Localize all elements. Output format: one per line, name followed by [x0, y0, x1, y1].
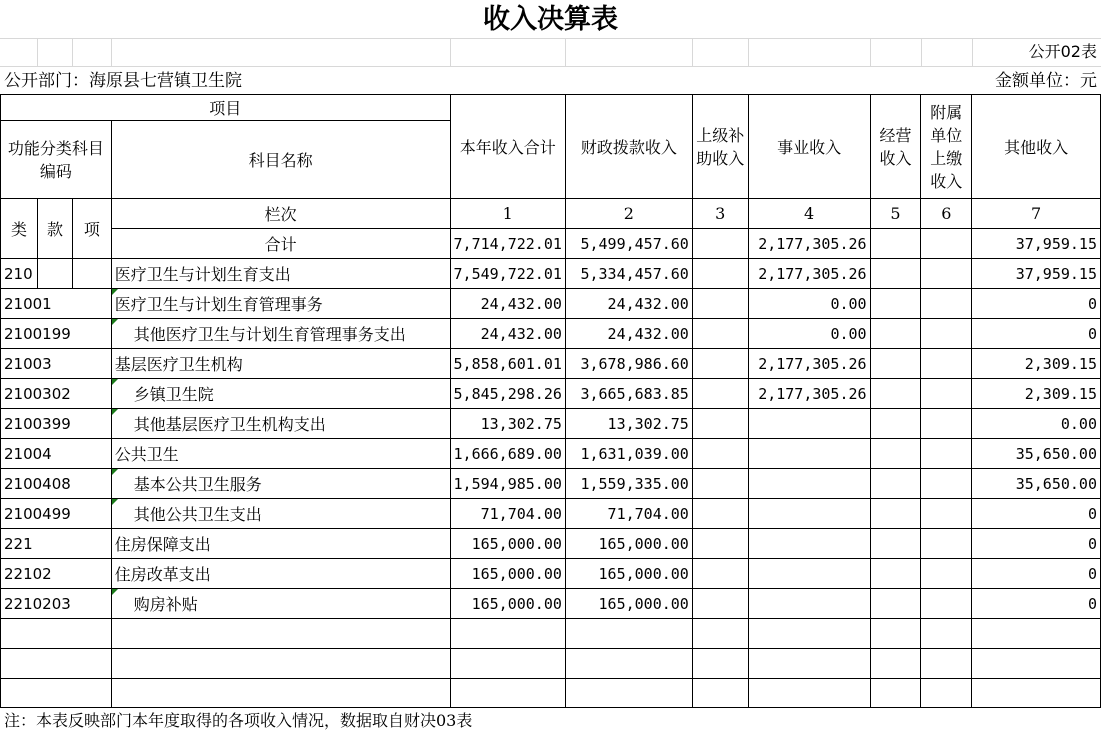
spreadsheet-gridlines [0, 38, 1101, 66]
row-code: 2100499 [1, 499, 112, 529]
row-operating [870, 499, 921, 529]
table-row [1, 499, 1101, 529]
row-business [748, 559, 870, 589]
row-other: 0 [972, 319, 1101, 349]
row-fiscal: 5,334,457.60 [565, 259, 692, 289]
row-name: 住房保障支出 [111, 529, 450, 559]
header-total-income: 本年收入合计 [450, 95, 565, 199]
row-code: 21004 [1, 439, 112, 469]
row-fiscal: 1,631,039.00 [565, 439, 692, 469]
row-fiscal: 71,704.00 [565, 499, 692, 529]
row-fiscal: 13,302.75 [565, 409, 692, 439]
row-name: 乡镇卫生院 [111, 379, 450, 409]
header-business-income: 事业收入 [748, 95, 870, 199]
row-affiliated [921, 499, 972, 529]
header-affiliated-income: 附属单位上缴收入 [921, 95, 972, 199]
row-name: 其他公共卫生支出 [111, 499, 450, 529]
row-code: 22102 [1, 559, 112, 589]
row-total: 165,000.00 [450, 529, 565, 559]
row-name: 基本公共卫生服务 [111, 469, 450, 499]
report-title: 收入决算表 [483, 4, 618, 35]
row-upper [692, 259, 748, 289]
row-fiscal: 3,665,683.85 [565, 379, 692, 409]
row-name: 医疗卫生与计划生育支出 [111, 259, 450, 289]
table-row [1, 289, 1101, 319]
header-lei: 类 [1, 199, 38, 259]
income-table [0, 94, 1101, 708]
row-operating [870, 259, 921, 289]
row-business [748, 439, 870, 469]
row-code: 210 [1, 259, 38, 289]
row-other: 0 [972, 559, 1101, 589]
col-no-5: 5 [870, 199, 921, 229]
row-fiscal: 165,000.00 [565, 559, 692, 589]
row-code: 2100408 [1, 469, 112, 499]
row-total: 7,714,722.01 [450, 229, 565, 259]
col-no-6: 6 [921, 199, 972, 229]
row-name: 购房补贴 [111, 589, 450, 619]
row-affiliated [921, 349, 972, 379]
row-operating [870, 439, 921, 469]
row-upper [692, 559, 748, 589]
row-code: 2100302 [1, 379, 112, 409]
row-operating [870, 529, 921, 559]
row-code: 2210203 [1, 589, 112, 619]
row-affiliated [921, 559, 972, 589]
col-no-2: 2 [565, 199, 692, 229]
header-project: 项目 [1, 95, 451, 121]
col-no-7: 7 [972, 199, 1101, 229]
row-fiscal: 24,432.00 [565, 289, 692, 319]
row-other: 35,650.00 [972, 439, 1101, 469]
row-business [748, 469, 870, 499]
row-name: 其他基层医疗卫生机构支出 [111, 409, 450, 439]
table-row [1, 379, 1101, 409]
row-other: 2,309.15 [972, 379, 1101, 409]
table-row [1, 529, 1101, 559]
form-code: 公开02表 [1028, 42, 1097, 61]
row-upper [692, 289, 748, 319]
row-upper [692, 379, 748, 409]
table-row [1, 439, 1101, 469]
header-xiang: 项 [72, 199, 111, 259]
row-name: 医疗卫生与计划生育管理事务 [111, 289, 450, 319]
col-no-4: 4 [748, 199, 870, 229]
footnote: 注：本表反映部门本年度取得的各项收入情况，数据取自财决03表 [4, 711, 473, 730]
header-subject-name: 科目名称 [111, 121, 450, 199]
row-other: 0.00 [972, 409, 1101, 439]
header-upper-subsidy: 上级补助收入 [692, 95, 748, 199]
row-operating [870, 319, 921, 349]
row-business: 2,177,305.26 [748, 379, 870, 409]
row-affiliated [921, 439, 972, 469]
row-business [748, 529, 870, 559]
table-row [1, 349, 1101, 379]
row-other: 37,959.15 [972, 259, 1101, 289]
row-operating [870, 289, 921, 319]
row-total: 7,549,722.01 [450, 259, 565, 289]
row-total: 71,704.00 [450, 499, 565, 529]
row-other: 0 [972, 289, 1101, 319]
row-business [748, 589, 870, 619]
row-fiscal: 3,678,986.60 [565, 349, 692, 379]
row-upper [692, 439, 748, 469]
empty-row [1, 679, 1101, 708]
row-business: 2,177,305.26 [748, 259, 870, 289]
row-other: 0 [972, 499, 1101, 529]
row-upper [692, 469, 748, 499]
row-operating [870, 589, 921, 619]
row-other: 0 [972, 589, 1101, 619]
row-total: 13,302.75 [450, 409, 565, 439]
row-affiliated [921, 319, 972, 349]
amount-unit-label: 金额单位：元 [995, 71, 1097, 91]
row-operating [870, 379, 921, 409]
row-code: 2100399 [1, 409, 112, 439]
row-fiscal: 24,432.00 [565, 319, 692, 349]
row-business [748, 409, 870, 439]
row-affiliated [921, 589, 972, 619]
row-other: 2,309.15 [972, 349, 1101, 379]
header-function-code: 功能分类科目编码 [1, 121, 112, 199]
row-total: 165,000.00 [450, 559, 565, 589]
row-total: 1,666,689.00 [450, 439, 565, 469]
row-other: 0 [972, 529, 1101, 559]
row-upper [692, 319, 748, 349]
row-operating [870, 559, 921, 589]
row-name: 合计 [111, 229, 450, 259]
table-row [1, 259, 1101, 289]
row-operating [870, 349, 921, 379]
row-affiliated [921, 409, 972, 439]
header-fiscal-income: 财政拨款收入 [565, 95, 692, 199]
row-total: 24,432.00 [450, 319, 565, 349]
row-business: 2,177,305.26 [748, 349, 870, 379]
row-fiscal: 1,559,335.00 [565, 469, 692, 499]
row-total: 5,858,601.01 [450, 349, 565, 379]
row-other: 37,959.15 [972, 229, 1101, 259]
header-operating-income: 经营收入 [870, 95, 921, 199]
header-column-no: 栏次 [111, 199, 450, 229]
row-affiliated [921, 229, 972, 259]
row-name: 住房改革支出 [111, 559, 450, 589]
row-upper [692, 499, 748, 529]
row-upper [692, 529, 748, 559]
row-affiliated [921, 289, 972, 319]
row-affiliated [921, 469, 972, 499]
row-other: 35,650.00 [972, 469, 1101, 499]
row-operating [870, 229, 921, 259]
row-total: 165,000.00 [450, 589, 565, 619]
department-label: 公开部门：海原县七营镇卫生院 [4, 71, 242, 91]
row-business: 0.00 [748, 319, 870, 349]
row-affiliated [921, 529, 972, 559]
row-name: 公共卫生 [111, 439, 450, 469]
row-fiscal: 165,000.00 [565, 589, 692, 619]
header-kuan: 款 [37, 199, 72, 259]
empty-row [1, 619, 1101, 649]
empty-row [1, 649, 1101, 679]
col-no-1: 1 [450, 199, 565, 229]
row-upper [692, 409, 748, 439]
row-fiscal: 5,499,457.60 [565, 229, 692, 259]
row-business: 2,177,305.26 [748, 229, 870, 259]
row-name: 基层医疗卫生机构 [111, 349, 450, 379]
header-other-income: 其他收入 [972, 95, 1101, 199]
row-total: 5,845,298.26 [450, 379, 565, 409]
row-code: 2100199 [1, 319, 112, 349]
row-affiliated [921, 259, 972, 289]
row-fiscal: 165,000.00 [565, 529, 692, 559]
row-code: 221 [1, 529, 112, 559]
row-code: 21001 [1, 289, 112, 319]
table-row-total [1, 229, 1101, 259]
table-row [1, 319, 1101, 349]
row-operating [870, 409, 921, 439]
table-row [1, 589, 1101, 619]
row-upper [692, 229, 748, 259]
row-operating [870, 469, 921, 499]
table-row [1, 409, 1101, 439]
row-upper [692, 589, 748, 619]
row-business [748, 499, 870, 529]
table-row [1, 559, 1101, 589]
row-business: 0.00 [748, 289, 870, 319]
col-no-3: 3 [692, 199, 748, 229]
row-total: 1,594,985.00 [450, 469, 565, 499]
row-total: 24,432.00 [450, 289, 565, 319]
row-name: 其他医疗卫生与计划生育管理事务支出 [111, 319, 450, 349]
row-affiliated [921, 379, 972, 409]
row-code: 21003 [1, 349, 112, 379]
table-row [1, 469, 1101, 499]
row-upper [692, 349, 748, 379]
